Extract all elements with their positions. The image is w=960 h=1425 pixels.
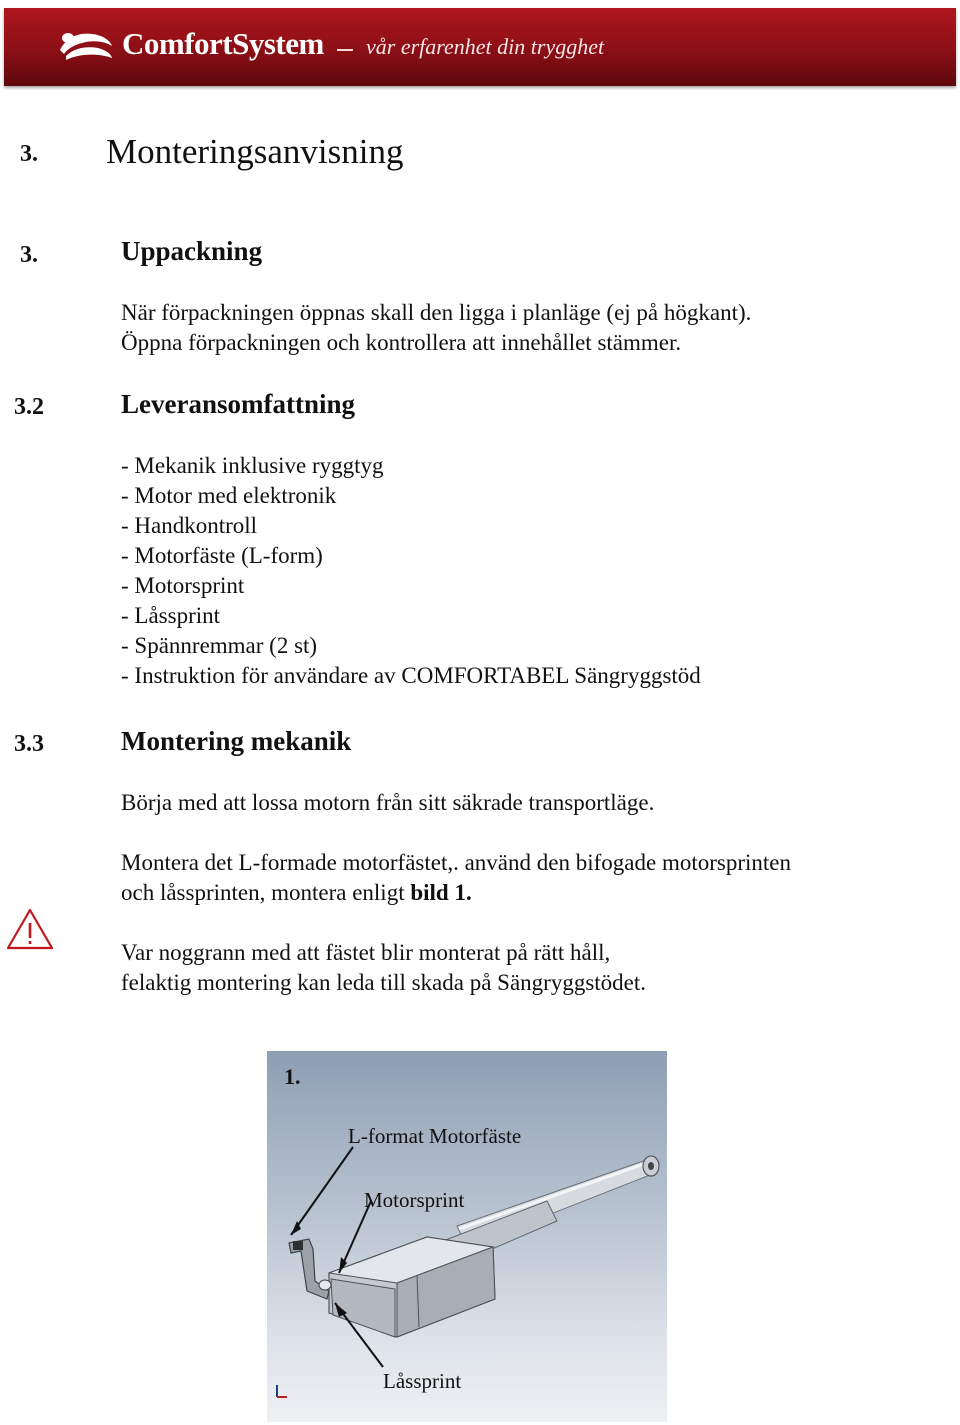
header-banner <box>4 8 956 86</box>
mounting-p3-line: Var noggrann med att fästet blir monterat på rätt håll, <box>121 940 611 965</box>
delivery-list <box>121 451 701 691</box>
brand-tagline: vår erfarenhet din trygghet <box>366 34 605 59</box>
delivery-item: - Låssprint <box>121 603 221 628</box>
mounting-title: Montering mekanik <box>121 726 352 756</box>
section-title: Monteringsanvisning <box>106 132 404 171</box>
motor-assembly-illustration <box>267 1051 667 1422</box>
mounting-paragraph-1: Börja med att lossa motorn från sitt säkrade transportläge. <box>121 790 655 815</box>
mounting-p2-line: Montera det L-formade motorfästet,. använd den bifogade motorsprinten <box>121 850 791 875</box>
unpacking-line: Öppna förpackningen och kontrollera att innehållet stämmer. <box>121 330 682 355</box>
figure-reference: bild 1. <box>410 880 472 905</box>
brand-name: ComfortSystem <box>122 26 324 61</box>
delivery-item: - Motor med elektronik <box>121 483 337 508</box>
mounting-paragraph-3 <box>121 938 646 998</box>
mounting-p2-line <box>121 878 791 908</box>
comfortsystem-logo-icon <box>56 24 116 68</box>
delivery-item: - Instruktion för användare av COMFORTABEL Sängryggstöd <box>121 663 701 688</box>
unpacking-line: När förpackningen öppnas skall den ligga i planläge (ej på högkant). <box>121 300 752 325</box>
figure-number: 1. <box>284 1064 301 1089</box>
delivery-item: - Mekanik inklusive ryggtyg <box>121 453 384 478</box>
label-l-bracket: L-format Motorfäste <box>348 1124 522 1148</box>
figure-1 <box>267 1051 667 1422</box>
delivery-item: - Handkontroll <box>121 513 258 538</box>
mounting-number: 3.3 <box>14 731 44 757</box>
delivery-item: - Motorsprint <box>121 573 245 598</box>
delivery-item: - Motorfäste (L-form) <box>121 543 323 568</box>
unpacking-number: 3. <box>20 242 38 268</box>
unpacking-text <box>121 298 751 358</box>
mounting-paragraph-2 <box>121 848 791 908</box>
delivery-title: Leveransomfattning <box>121 389 355 419</box>
mounting-p2-text: och låssprinten, montera enligt <box>121 880 411 905</box>
label-lock-pin: Låssprint <box>383 1369 462 1393</box>
delivery-item: - Spännremmar (2 st) <box>121 633 318 658</box>
unpacking-title: Uppackning <box>121 236 263 266</box>
label-motor-pin: Motorsprint <box>364 1188 465 1212</box>
banner-dash <box>337 49 353 51</box>
delivery-number: 3.2 <box>14 394 44 420</box>
mounting-p3-line: felaktig montering kan leda till skada på Sängryggstödet. <box>121 970 647 995</box>
section-number: 3. <box>20 141 38 167</box>
warning-triangle-icon <box>6 907 54 951</box>
